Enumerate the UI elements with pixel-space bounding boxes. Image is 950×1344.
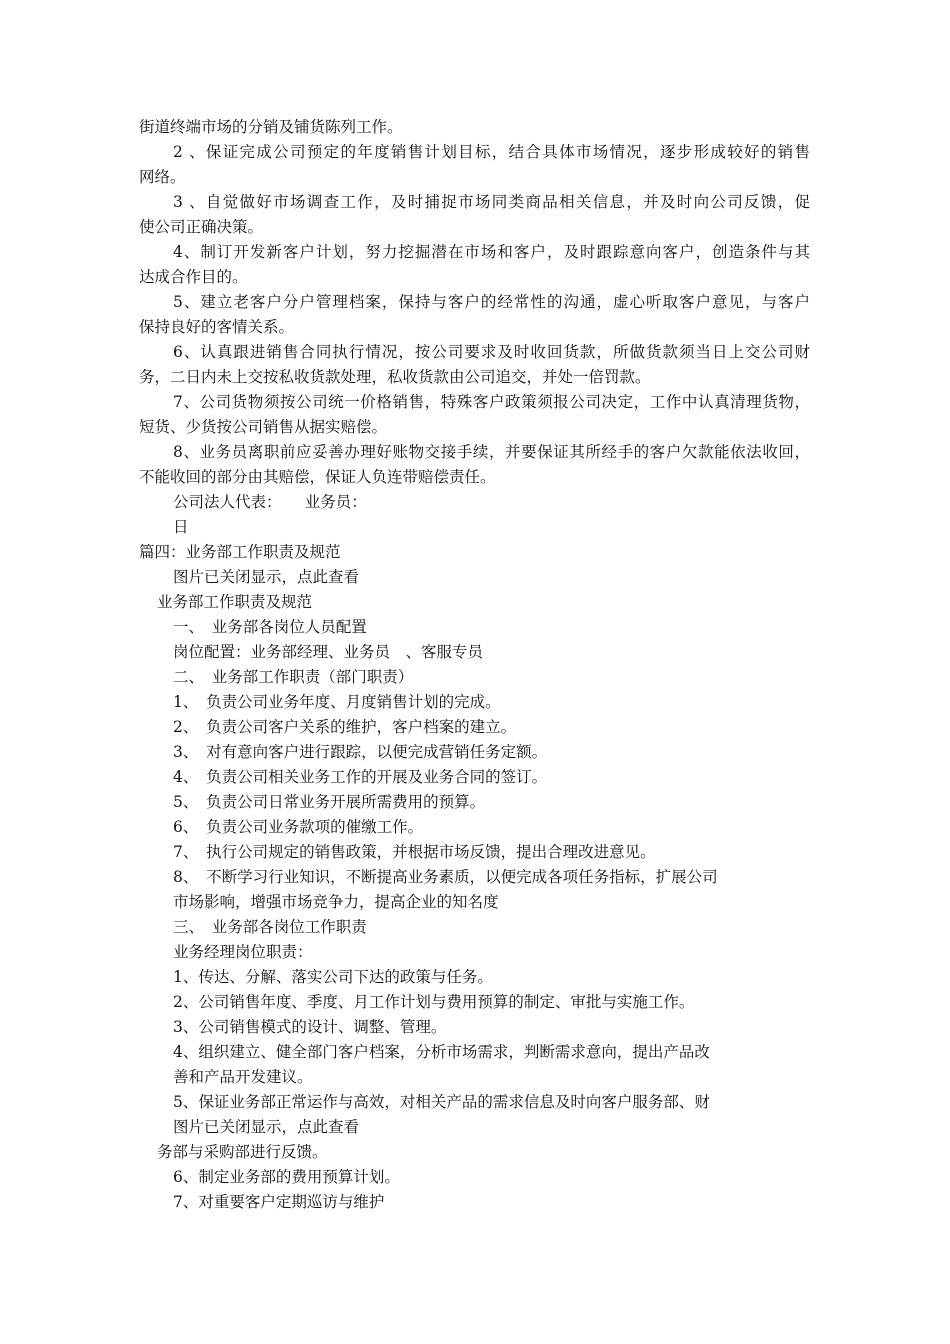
list-item: 5、保证业务部正常运作与高效，对相关产品的需求信息及时向客户服务部、财 [173,1093,710,1111]
text-line: 7、公司货物须按公司统一价格销售，特殊客户政策须报公司决定，工作中认真清理货物， [173,393,810,411]
text-line: 网络。 [139,168,186,186]
section-heading: 篇四：业务部工作职责及规范 [139,543,341,561]
list-item: 2、公司销售年度、季度、月工作计划与费用预算的制定、审批与实施工作。 [173,993,695,1011]
list-item: 7、对重要客户定期巡访与维护 [173,1193,385,1211]
list-item: 3、公司销售模式的设计、调整、管理。 [173,1018,447,1036]
document-title: 业务部工作职责及规范 [157,593,313,611]
text-line: 达成合作目的。 [139,268,248,286]
list-item-continuation: 务部与采购部进行反馈。 [157,1143,328,1161]
image-placeholder-link[interactable]: 图片已关闭显示，点此查看 [173,1118,360,1136]
text-line: 4、制订开发新客户计划，努力挖掘潜在市场和客户，及时跟踪意向客户，创造条件与其 [173,243,810,261]
subsection-heading: 三、 业务部各岗位工作职责 [173,918,367,936]
image-placeholder-link[interactable]: 图片已关闭显示，点此查看 [173,568,360,586]
text-line: 使公司正确决策。 [139,218,264,236]
list-item: 7、 执行公司规定的销售政策，并根据市场反馈，提出合理改进意见。 [173,843,656,861]
list-item: 5、 负责公司日常业务开展所需费用的预算。 [173,793,486,811]
text-line: 保持良好的客情关系。 [139,318,295,336]
list-item: 1、 负责公司业务年度、月度销售计划的完成。 [173,693,501,711]
text-line: 务，二日内未上交按私收货款处理，私收货款由公司追交，并处一倍罚款。 [139,368,651,386]
list-item-continuation: 善和产品开发建议。 [173,1068,313,1086]
text-line: 不能收回的部分由其赔偿，保证人负连带赔偿责任。 [139,468,496,486]
text-line: 8、业务员离职前应妥善办理好账物交接手续，并要保证其所经手的客户欠款能依法收回， [173,443,810,461]
list-item: 8、 不断学习行业知识，不断提高业务素质，以便完成各项任务指标，扩展公司 [173,868,718,886]
list-item: 1、传达、分解、落实公司下达的政策与任务。 [173,968,493,986]
text-line: 短货、少货按公司销售从据实赔偿。 [139,418,388,436]
text-line: 3 、自觉做好市场调查工作，及时捕捉市场同类商品相关信息，并及时向公司反馈，促 [173,193,810,211]
list-item: 4、组织建立、健全部门客户档案，分析市场需求，判断需求意向，提出产品改 [173,1043,710,1061]
signature-line: 公司法人代表： 业务员： [173,493,367,511]
text-line: 2 、保证完成公司预定的年度销售计划目标，结合具体市场情况，逐步形成较好的销售 [173,143,810,161]
text-line: 6、认真跟进销售合同执行情况，按公司要求及时收回货款，所做货款须当日上交公司财 [173,343,810,361]
text-line: 日 [173,518,189,536]
list-item: 2、 负责公司客户关系的维护，客户档案的建立。 [173,718,517,736]
text-line: 岗位配置：业务部经理、业务员 、客服专员 [173,643,484,661]
list-item: 3、 对有意向客户进行跟踪，以便完成营销任务定额。 [173,743,548,761]
role-heading: 业务经理岗位职责： [173,943,313,961]
list-item: 6、 负责公司业务款项的催缴工作。 [173,818,424,836]
list-item-continuation: 市场影响，增强市场竞争力，提高企业的知名度 [173,893,499,911]
subsection-heading: 二、 业务部工作职责（部门职责） [173,668,414,686]
list-item: 6、制定业务部的费用预算计划。 [173,1168,400,1186]
subsection-heading: 一、 业务部各岗位人员配置 [173,618,367,636]
text-line: 5、建立老客户分户管理档案，保持与客户的经常性的沟通，虚心听取客户意见，与客户 [173,293,810,311]
text-line: 街道终端市场的分销及铺货陈列工作。 [139,118,403,136]
list-item: 4、 负责公司相关业务工作的开展及业务合同的签订。 [173,768,548,786]
